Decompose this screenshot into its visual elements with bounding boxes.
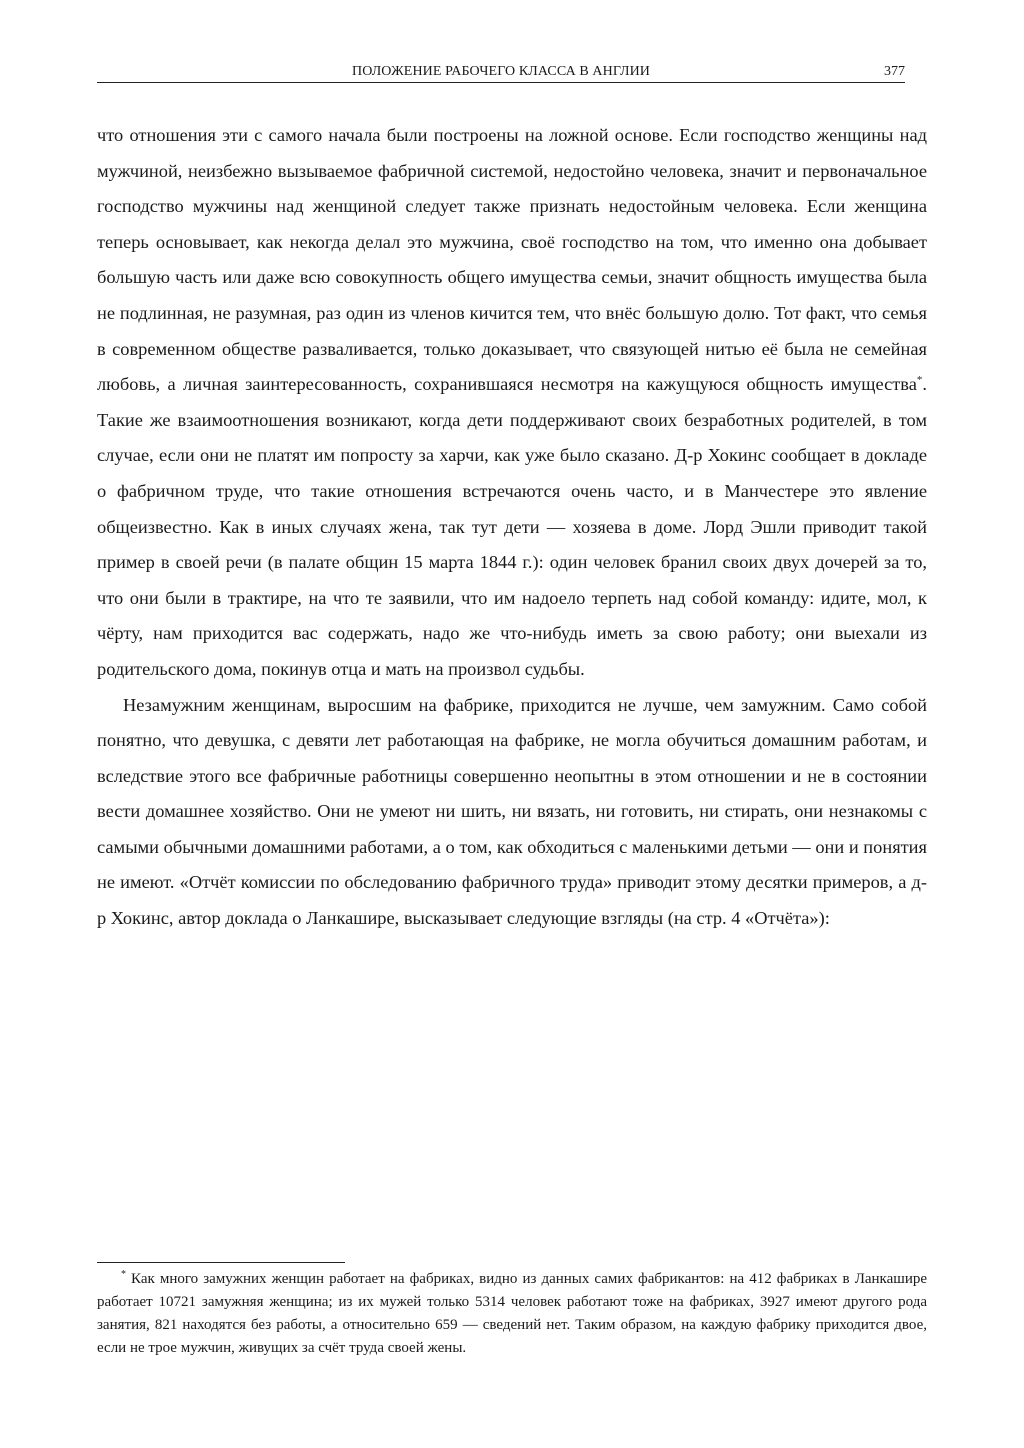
running-header xyxy=(97,62,905,83)
footnote xyxy=(97,1268,927,1360)
paragraph-1-text-a: что отношения эти с самого начала были построены на ложной основе. Если господство женщины над мужчиной, неизбежно вызываемое фабричной системой, недостойно человека, значит и первоначальное господство мужчины над женщиной следует также признать недостойным человека. Если женщина теперь основывает, как некогда делал это мужчина, своё господство на том, что именно она добывает большую часть или даже всю совокупность общего имущества семьи, значит общность имущества была не подлинная, не разумная, раз один из членов кичится тем, что внёс большую долю. Тот факт, что семья в современном обществе разваливается, только доказывает, что связующей нитью её была не семейная любовь, а личная заинтересованность, сохранившаяся несмотря на кажущуюся общность имущества xyxy=(97,125,927,395)
paragraph-2: Незамужним женщинам, выросшим на фабрике, приходится не лучше, чем замужним. Само собой понятно, что девушка, с девяти лет работающая на фабрике, не могла обучиться домашним работам, и вследствие этого все фабричные работницы совершенно неопытны в этом отношении и не в состоянии вести домашнее хозяйство. Они не умеют ни шить, ни вязать, ни готовить, ни стирать, они незнакомы с самыми обычными домашними работами, а о том, как обходиться с маленькими детьми — они и понятия не имеют. «Отчёт комиссии по обследованию фабричного труда» приводит этому десятки примеров, а д-р Хокинс, автор доклада о Ланкашире, высказывает следующие взгляды (на стр. 4 «Отчёта»): xyxy=(97,694,927,929)
body-text xyxy=(97,118,927,937)
paragraph-1-text-b: . Такие же взаимоотношения возникают, когда дети поддерживают своих безработных родителей, в том случае, если они не платят им попросту за харчи, как уже было сказано. Д-р Хокинс сообщает в докладе о фабричном труде, что такие отношения встречаются очень часто, и в Манчестере это явление общеизвестно. Как в иных случаях жена, так тут дети — хозяева в доме. Лорд Эшли приводит такой пример в своей речи (в палате общин 15 марта 1844 г.): один человек бранил своих двух дочерей за то, что они были в трактире, на что те заявили, что им надоело терпеть над собой команду: идите, мол, к чёрту, нам приходится вас содержать, надо же что-нибудь иметь за свою работу; они выехали из родительского дома, покинув отца и мать на произвол судьбы. xyxy=(97,374,927,679)
footnote-divider xyxy=(97,1262,345,1263)
footnote-marker: * xyxy=(121,1269,126,1280)
running-title: ПОЛОЖЕНИЕ РАБОЧЕГО КЛАССА В АНГЛИИ xyxy=(351,64,650,79)
footnote-reference[interactable]: * xyxy=(916,374,923,387)
paragraph-1 xyxy=(97,118,927,688)
page-number: 377 xyxy=(884,64,905,79)
footnote-text: Как много замужних женщин работает на фабриках, видно из данных самих фабрикантов: на 412 фабриках в Ланкашире работает 10721 замужняя женщина; из их мужей только 5314 человек работают тоже на фабриках, 3927 имеют другого рода занятия, 821 находятся без работы, а относительно 659 — сведений нет. Таким образом, на каждую фабрику приходится двое, если не трое мужчин, живущих за счёт труда своей жены. xyxy=(97,1271,927,1356)
